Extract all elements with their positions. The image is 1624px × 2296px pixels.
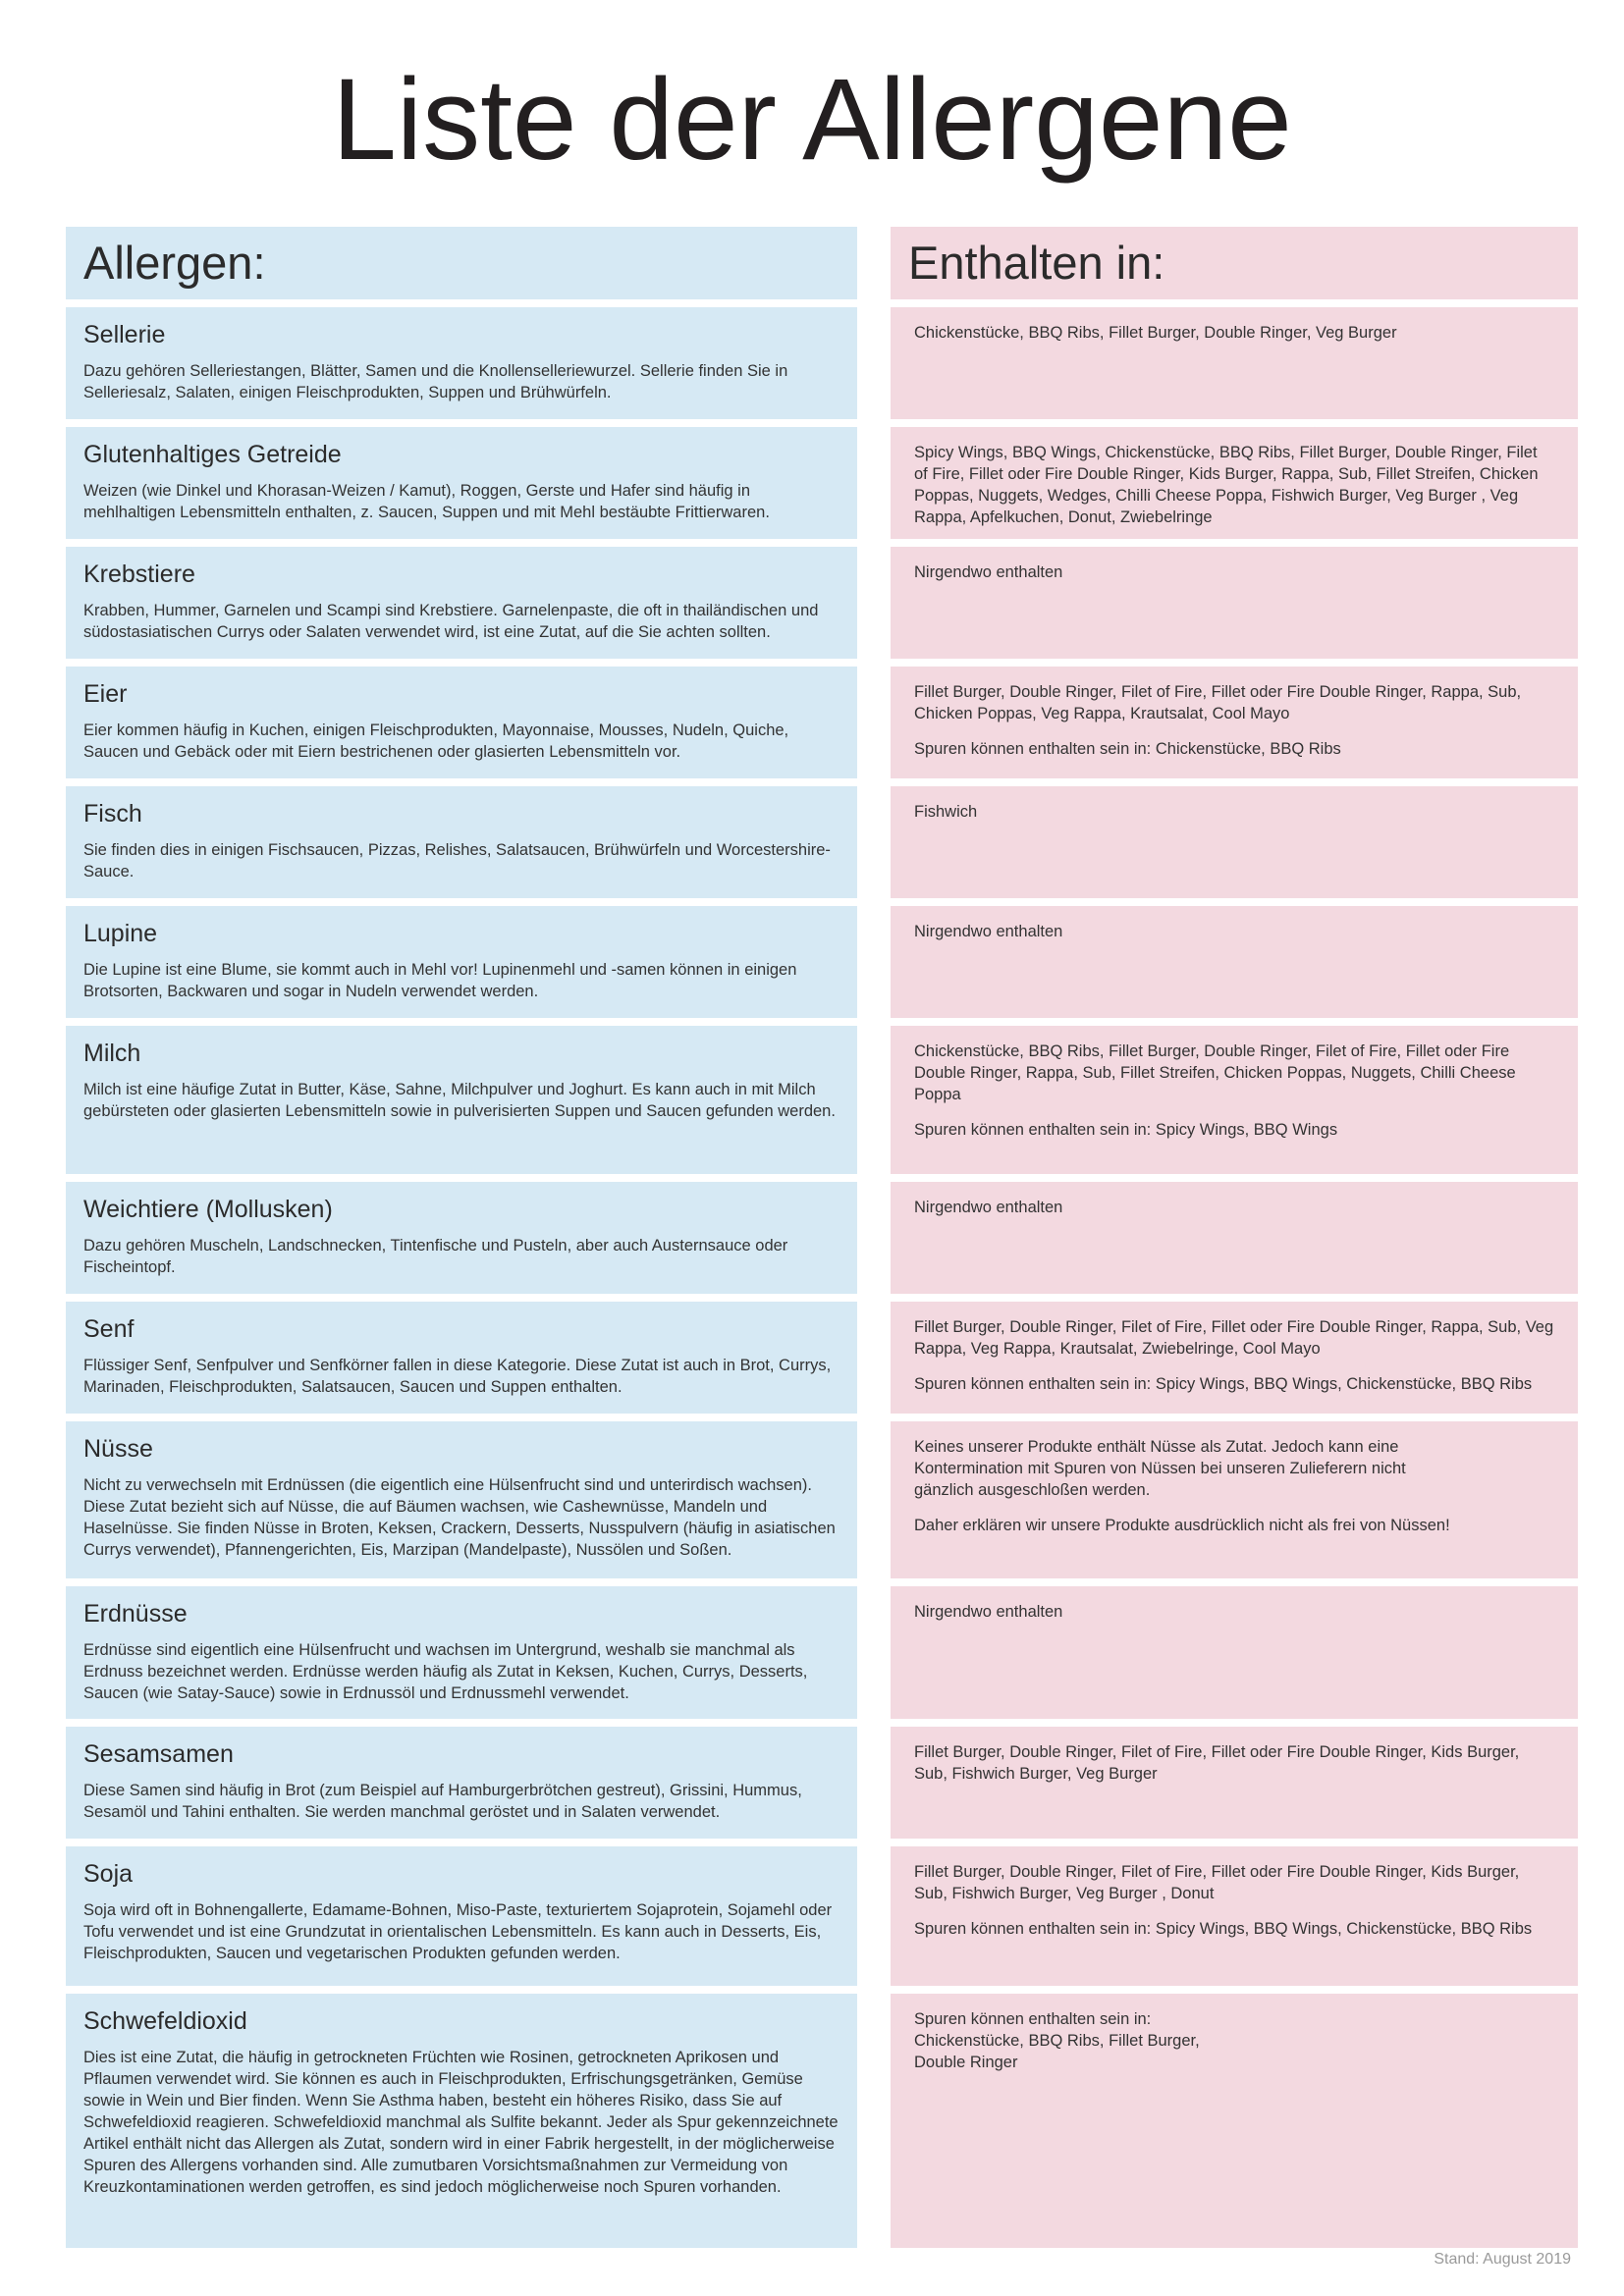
contains-cell-sellerie [891,307,1578,419]
allergen-description: Diese Samen sind häufig in Brot (zum Beispiel auf Hamburgerbrötchen gestreut), Grissini, Hummus, Sesamöl und Tahini enthalten. Sie werden manchmal geröstet und in Salaten verwendet. [83,1782,802,1821]
allergen-name: Erdnüsse [83,1600,188,1628]
allergen-cell-senf [66,1302,857,1414]
allergen-cell-erdnuesse [66,1586,857,1719]
contains-text: Spuren können enthalten sein in: Chickenstücke, BBQ Ribs, Fillet Burger, Double Ringer [914,2010,1200,2071]
contains-cell-milch [891,1026,1578,1174]
contains-text: Fillet Burger, Double Ringer, Filet of Fire, Fillet oder Fire Double Ringer, Rappa, Sub, Chicken Poppas, Veg Rappa, Krautsalat, Cool Mayo [914,683,1522,722]
allergen-cell-lupine [66,906,857,1018]
contains-text: Nirgendwo enthalten [914,1603,1063,1621]
contains-text: Chickenstücke, BBQ Ribs, Fillet Burger, Double Ringer, Veg Burger [914,324,1397,342]
contains-text: Nirgendwo enthalten [914,563,1063,581]
allergen-description: Nicht zu verwechseln mit Erdnüssen (die eigentlich eine Hülsenfrucht sind und unterirdisch wachsen). Diese Zutat bezieht sich auf Nüsse, die auf Bäumen wachsen, wie Cashewnüsse, Mandeln und Haselnüsse. Sie finden Nüsse in Broten, Keksen, Crackern, Desserts, Nusspulvern (häufig in asiatischen Currys verwendet), Pfannengerichten, Eis, Marzipan (Mandelpaste), Nussölen und Soßen. [83,1476,836,1559]
allergen-cell-fisch [66,786,857,898]
traces-text: Spuren können enthalten sein in: Spicy Wings, BBQ Wings, Chickenstücke, BBQ Ribs [914,1375,1533,1393]
allergen-name: Milch [83,1040,141,1067]
allergen-cell-milch [66,1026,857,1174]
contains-cell-schwefeldioxid [891,1994,1578,2248]
contains-cell-erdnuesse [891,1586,1578,1719]
allergen-cell-krebstiere [66,547,857,659]
allergen-cell-sesamsamen [66,1727,857,1839]
traces-text: Spuren können enthalten sein in: Spicy Wings, BBQ Wings [914,1121,1338,1139]
traces-text: Spuren können enthalten sein in: Spicy Wings, BBQ Wings, Chickenstücke, BBQ Ribs [914,1920,1533,1938]
contains-text: Nirgendwo enthalten [914,923,1063,940]
traces-text: Spuren können enthalten sein in: Chickenstücke, BBQ Ribs [914,740,1341,758]
contains-text: Fillet Burger, Double Ringer, Filet of Fire, Fillet oder Fire Double Ringer, Kids Burger, Sub, Fishwich Burger, Veg Burger , Donut [914,1863,1520,1902]
page-title: Liste der Allergene [332,55,1292,185]
contains-cell-eier [891,667,1578,778]
allergen-name: Soja [83,1860,134,1888]
allergen-name: Weichtiere (Mollusken) [83,1196,333,1223]
contains-cell-weichtiere [891,1182,1578,1294]
allergen-description: Krabben, Hummer, Garnelen und Scampi sind Krebstiere. Garnelenpaste, die oft in thailändischen und südostasiatischen Currys oder Salaten verwendet wird, ist eine Zutat, auf die Sie achten sollten. [83,602,819,641]
allergen-cell-weichtiere [66,1182,857,1294]
contains-column-header: Enthalten in: [891,227,1578,299]
allergen-description: Dazu gehören Selleriestangen, Blätter, Samen und die Knollenselleriewurzel. Sellerie finden Sie in Selleriesalz, Salaten, einigen Fleischprodukten, Suppen und Brühwürfeln. [83,362,788,401]
contains-text: Fillet Burger, Double Ringer, Filet of Fire, Fillet oder Fire Double Ringer, Kids Burger, Sub, Fishwich Burger, Veg Burger [914,1743,1520,1783]
traces-text: Daher erklären wir unsere Produkte ausdrücklich nicht als frei von Nüssen! [914,1517,1450,1534]
allergen-cell-sellerie [66,307,857,419]
allergen-name: Schwefeldioxid [83,2007,247,2035]
contains-cell-soja [891,1846,1578,1986]
allergen-name: Eier [83,680,128,708]
allergen-description: Sie finden dies in einigen Fischsaucen, Pizzas, Relishes, Salatsaucen, Brühwürfeln und Worcestershire-Sauce. [83,841,831,881]
allergen-description: Milch ist eine häufige Zutat in Butter, Käse, Sahne, Milchpulver und Joghurt. Es kann auch in mit Milch gebürsteten oder glasierten Lebensmitteln sowie in pulverisierten Suppen und Saucen gefunden werden. [83,1081,836,1120]
allergen-description: Dazu gehören Muscheln, Landschnecken, Tintenfische und Pusteln, aber auch Austernsauce oder Fischeintopf. [83,1237,788,1276]
contains-text: Fishwich [914,803,978,821]
contains-cell-senf [891,1302,1578,1414]
footer-date: Stand: August 2019 [1434,2251,1571,2268]
contains-text: Spicy Wings, BBQ Wings, Chickenstücke, BBQ Ribs, Fillet Burger, Double Ringer, Filet of Fire, Fillet oder Fire Double Ringer, Kids Burger, Rappa, Sub, Fillet Streifen, Chicken Poppas, Nuggets, Wedges, Chilli Cheese Poppa, Fishwich Burger, Veg Burger , Veg Rappa, Apfelkuchen, Donut, Zwiebelringe [914,444,1539,526]
contains-text: Fillet Burger, Double Ringer, Filet of Fire, Fillet oder Fire Double Ringer, Rappa, Sub, Veg Rappa, Veg Rappa, Krautsalat, Zwiebelringe, Cool Mayo [914,1318,1554,1358]
allergen-cell-schwefeldioxid [66,1994,857,2248]
contains-cell-lupine [891,906,1578,1018]
allergen-description: Weizen (wie Dinkel und Khorasan-Weizen / Kamut), Roggen, Gerste und Hafer sind häufig in mehlhaltigen Lebensmitteln enthalten, z. Saucen, Suppen und mit Mehl bestäubte Frittierwaren. [83,482,770,521]
allergen-description: Eier kommen häufig in Kuchen, einigen Fleischprodukten, Mayonnaise, Mousses, Nudeln, Quiche, Saucen und Gebäck oder mit Eiern bestrichenen oder glasierten Lebensmitteln vor. [83,721,789,761]
allergen-name: Krebstiere [83,561,195,588]
allergen-name: Glutenhaltiges Getreide [83,441,342,468]
allergen-cell-eier [66,667,857,778]
allergen-description: Dies ist eine Zutat, die häufig in getrockneten Früchten wie Rosinen, getrockneten Aprikosen und Pflaumen verwendet wird. Sie können es auch in Fleischprodukten, Erfrischungsgetränken, Gemüse sowie in Wein und Bier finden. Wenn Sie Asthma haben, besteht ein höheres Risiko, dass Sie auf Schwefeldioxid reagieren. Schwefeldioxid manchmal als Sulfite bekannt. Jeder als Spur gekennzeichnete Artikel enthält nicht das Allergen als Zutat, sondern wird in einer Fabrik hergestellt, in der möglicherweise Spuren des Allergens vorhanden sind. Alle zumutbaren Vorsichtsmaßnahmen zur Vermeidung von Kreuzkontaminationen werden getroffen, es sind jedoch möglicherweise noch Spuren vorhanden. [83,2049,839,2196]
contains-text: Keines unserer Produkte enthält Nüsse als Zutat. Jedoch kann eine Kontermination mit Spuren von Nüssen bei unseren Zulieferern nicht gänzlich ausgeschloßen werden. [914,1438,1406,1499]
allergen-description: Erdnüsse sind eigentlich eine Hülsenfrucht und wachsen im Untergrund, weshalb sie manchmal als Erdnuss bezeichnet werden. Erdnüsse werden häufig als Zutat in Keksen, Kuchen, Currys, Desserts, Saucen (wie Satay-Sauce) sowie in Erdnussöl und Erdnussmehl verwendet. [83,1641,808,1702]
contains-cell-krebstiere [891,547,1578,659]
allergen-name: Senf [83,1315,135,1343]
contains-text: Nirgendwo enthalten [914,1199,1063,1216]
allergen-name: Sesamsamen [83,1740,234,1768]
allergen-name: Sellerie [83,321,166,348]
allergen-cell-soja [66,1846,857,1986]
allergen-name: Nüsse [83,1435,153,1463]
contains-cell-nuesse [891,1421,1578,1578]
contains-cell-fisch [891,786,1578,898]
allergen-description: Flüssiger Senf, Senfpulver und Senfkörner fallen in diese Kategorie. Diese Zutat ist auch in Brot, Currys, Marinaden, Fleischprodukten, Salatsaucen, Saucen und Suppen enthalten. [83,1357,832,1396]
contains-cell-sesamsamen [891,1727,1578,1839]
allergen-table [66,227,1578,2248]
contains-cell-gluten [891,427,1578,539]
allergen-column-header: Allergen: [66,227,857,299]
allergen-description: Die Lupine ist eine Blume, sie kommt auch in Mehl vor! Lupinenmehl und -samen können in einigen Brotsorten, Backwaren und sogar in Nudeln verwendet werden. [83,961,797,1000]
allergen-name: Lupine [83,920,158,947]
allergen-cell-gluten [66,427,857,539]
contains-text: Chickenstücke, BBQ Ribs, Fillet Burger, Double Ringer, Filet of Fire, Fillet oder Fire Double Ringer, Rappa, Sub, Fillet Streifen, Chicken Poppas, Nuggets, Chilli Cheese Poppa [914,1042,1516,1103]
allergen-name: Fisch [83,800,142,828]
allergen-description: Soja wird oft in Bohnengallerte, Edamame-Bohnen, Miso-Paste, texturiertem Sojaprotein, Sojamehl oder Tofu verwendet und ist eine Grundzutat in orientalischen Lebensmitteln. Es kann auch in Desserts, Eis, Fleischprodukten, Saucen und vegetarischen Produkten gefunden werden. [83,1901,833,1962]
allergen-cell-nuesse [66,1421,857,1578]
